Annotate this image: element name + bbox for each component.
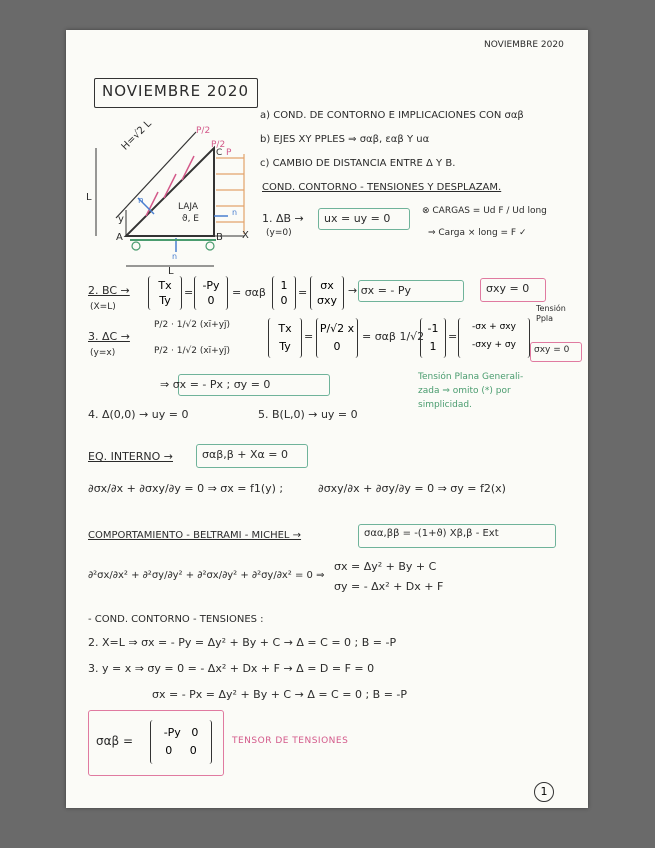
traction-vector-2: Tx Ty (148, 276, 182, 310)
cond3-sub: (y=x) (90, 348, 116, 358)
tensor-m21: 0 (165, 744, 173, 757)
notebook-page: NOVIEMBRE 2020 NOVIEMBRE 2020 a) COND. DE CONTORNO E IMPLICACIONES CON σαβ b) EJES XY PPLES ⇒ σαβ, εαβ Y uα c) CAMBIO DE DISTANCIA ENTRE Δ Y B. H=√2 L P/2 P/2 C P L L LAJA ϑ, E y X A B n n n COND. CONTORNO - TENSIONES Y DESPLAZAM. 1. ΔB → (y=0) ux = uy = 0 ⊗ CARGAS = Ud F / Ud long ⇒ Carga × long = F ✓ 2. BC → (X=L) Tx Ty = -Py 0 = σαβ 1 0 = σx σxy → σx = - Py σxy = 0 3. ΔC → (y=x) P/2 · 1/√2 (xī+yj̄) P/2 · 1/√2 (xī+yj̄) Tx Ty = P/√2 x 0 = σαβ 1/√2 -1 1 = -σx + σxy -σxy + σy Tensión Ppla σxy = 0 ⇒ σx = - Px ; σy = 0 Tensión Plana Generali- zada ⇒ omito (*) por simplicidad. 4. Δ(0,0) → uy = 0 5. B(L,0) → uy = 0 EQ. INTERNO → σαβ,β + Xα = 0 ∂σx/∂x + ∂σxy/∂y = 0 ⇒ σx = f1(y) ; ∂σxy/∂x + ∂σy/∂y = 0 ⇒ σy = f2(x) COMPORTAMIENTO - BELTRAMI - MICHEL → σαα,ββ = -(1+ϑ) Xβ,β - Ext ∂²σx/∂x² + ∂²σy/∂y² + ∂²σx/∂y² + ∂²σy/∂x² = 0 ⇒ σx = Δy² + By + C σy = - Δx² + Dx + F - COND. CONTORNO - TENSIONES : 2. X=L ⇒ σx = - Py = Δy² + By + C → Δ = C = 0 ; B = -P 3. y = x ⇒ σy = 0 = - Δx² + Dx + F → Δ = D = F = 0 σx = - Px = Δy² + By + C → Δ = C = 0 ; B = -P σαβ = -Py 0 0 0 TENSOR DE TENSIONES 1 (66, 30, 588, 808)
cond2-result: → σx = - Py (348, 284, 412, 297)
cond2-eq: = σαβ (232, 286, 266, 299)
cond3-lhs: 3. ΔC → (88, 330, 130, 343)
stress-tensor (150, 720, 212, 764)
plana-note-1: Tensión Plana Generali- (418, 372, 524, 382)
normal-right: n (232, 208, 238, 217)
load-vector-2: -Py 0 (194, 276, 228, 310)
p-half-top: P/2 (196, 126, 211, 136)
normal-bottom: n (172, 252, 178, 261)
p-label: P (226, 148, 232, 158)
load-vector-3: P/√2 x 0 (316, 318, 358, 358)
cond2-lhs: 2. BC → (88, 284, 130, 297)
plana-note-2: zada ⇒ omito (*) por (418, 386, 511, 396)
cond5: 5. B(L,0) → uy = 0 (258, 408, 358, 421)
point-b: B (216, 232, 223, 243)
page-number: 1 (534, 782, 554, 802)
ue-label: ϑ, E (182, 214, 199, 224)
point-a: A (116, 232, 123, 243)
beltrami-eq: ∂²σx/∂x² + ∂²σy/∂y² + ∂²σx/∂y² + ∂²σy/∂x² = 0 ⇒ (88, 570, 325, 581)
cond-title: COND. CONTORNO - TENSIONES Y DESPLAZAM. (262, 182, 502, 193)
beltrami-sx: σx = Δy² + By + C (334, 560, 437, 573)
tensor-symbol: σαβ = (96, 734, 134, 748)
equi-box-eq: σαβ,β + Xα = 0 (202, 448, 288, 461)
intro-c: c) CAMBIO DE DISTANCIA ENTRE Δ Y B. (260, 158, 456, 169)
cond3-result: ⇒ σx = - Px ; σy = 0 (160, 378, 271, 391)
l-bottom: L (168, 266, 174, 277)
triangle-diagram (76, 118, 266, 278)
cond1-sub: (y=0) (266, 228, 292, 238)
tensor-label: TENSOR DE TENSIONES (232, 736, 349, 746)
page-title: NOVIEMBRE 2020 (102, 82, 250, 100)
intro-a: a) COND. DE CONTORNO E IMPLICACIONES CON σαβ (260, 110, 524, 121)
cct-title: - COND. CONTORNO - TENSIONES : (88, 614, 264, 625)
h-label: H=√2 L (119, 118, 154, 153)
laja-label: LAJA (178, 202, 199, 212)
tensor-m11: -Py (163, 726, 181, 739)
cond2-sxy: σxy = 0 (486, 282, 530, 295)
intro-b: b) EJES XY PPLES ⇒ σαβ, εαβ Y uα (260, 134, 430, 145)
normal-vector-2: 1 0 (272, 276, 296, 310)
equi-title: EQ. INTERNO → (88, 450, 173, 463)
header-date: NOVIEMBRE 2020 (484, 40, 564, 50)
cct-line3: 3. y = x ⇒ σy = 0 = - Δx² + Dx + F → Δ = D = F = 0 (88, 662, 375, 675)
tensor-m12: 0 (191, 726, 199, 739)
c-label: C (216, 148, 223, 158)
cargas-line2: ⇒ Carga × long = F ✓ (428, 228, 527, 238)
cond1-result: ux = uy = 0 (324, 212, 391, 225)
plana-note-3: simplicidad. (418, 400, 472, 410)
stress-vector-2: σx σxy (310, 276, 344, 310)
cond3-row2: P/2 · 1/√2 (xī+yj̄) (154, 346, 231, 356)
traction-vector-3: Tx Ty (268, 318, 302, 358)
cond1-lhs: 1. ΔB → (262, 212, 304, 225)
beltrami-sy: σy = - Δx² + Dx + F (334, 580, 444, 593)
normal-label: n (138, 196, 144, 206)
equi-eq2: ∂σxy/∂x + ∂σy/∂y = 0 ⇒ σy = f2(x) (318, 482, 506, 495)
tension-ppla: Tensión Ppla (536, 304, 566, 323)
beltrami-title: COMPORTAMIENTO - BELTRAMI - MICHEL → (88, 530, 302, 541)
stress-result-3: -σx + σxy -σxy + σy (458, 318, 530, 358)
y-axis-label: y (118, 214, 124, 225)
p-half-side: P/2 (211, 140, 226, 150)
x-axis-label: X (242, 230, 249, 241)
normal-vector-3: -1 1 (420, 318, 446, 358)
l-left: L (86, 192, 92, 203)
tensor-m22: 0 (189, 744, 197, 757)
cct-line4: σx = - Px = Δy² + By + C → Δ = C = 0 ; B = -P (152, 688, 408, 701)
beltrami-box-eq: σαα,ββ = -(1+ϑ) Xβ,β - Ext (364, 528, 499, 539)
cond4: 4. Δ(0,0) → uy = 0 (88, 408, 189, 421)
cct-line2: 2. X=L ⇒ σx = - Py = Δy² + By + C → Δ = C = 0 ; B = -P (88, 636, 397, 649)
cond3-sxy: σxy = 0 (534, 345, 570, 355)
cond3-row1: P/2 · 1/√2 (xī+yj̄) (154, 320, 231, 330)
cond2-sub: (X=L) (90, 302, 116, 312)
cargas-line1: ⊗ CARGAS = Ud F / Ud long (422, 206, 547, 216)
cond3-eq: = σαβ 1/√2 (362, 330, 425, 343)
equi-eq1: ∂σx/∂x + ∂σxy/∂y = 0 ⇒ σx = f1(y) ; (88, 482, 284, 495)
